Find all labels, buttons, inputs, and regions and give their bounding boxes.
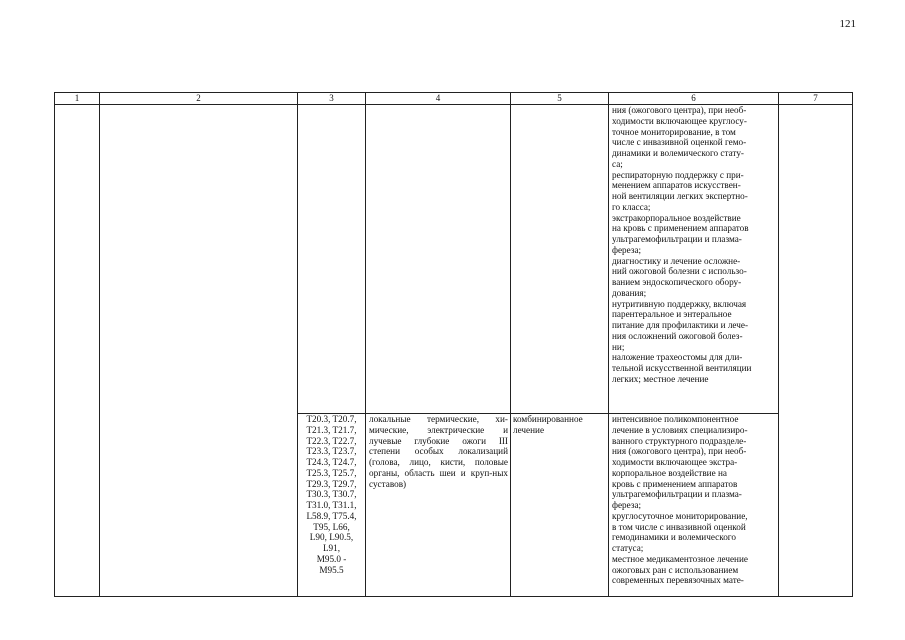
text-line: круглосуточное мониторирование,: [612, 510, 748, 521]
text-line: ванием эндоскопического обору-: [612, 277, 742, 287]
text-line: диагностику и лечение осложне-: [612, 255, 741, 266]
column-number-7: 7: [813, 93, 818, 103]
text-line: T24.3, T24.7,: [306, 457, 357, 467]
text-line: современных перевязочных мате-: [612, 575, 744, 586]
text-line: экстракорпоральное воздействие: [612, 212, 741, 223]
text-line: точное мониторирование, в том: [612, 126, 736, 137]
column-number-4: 4: [435, 93, 441, 103]
page-number: 121: [839, 18, 856, 30]
col-border-6: [778, 92, 779, 597]
col-border-0: [54, 92, 55, 597]
row2-diagnosis-codes-cell: [298, 414, 365, 575]
text-line: числе с инвазивной оценкой гемо-: [612, 137, 747, 148]
text-line: T21.3, T21.7,: [306, 424, 357, 435]
text-line: T30.3, T30.7,: [306, 489, 357, 500]
text-line: динамики и волемического стату-: [612, 148, 744, 158]
text-line: статуса;: [612, 543, 644, 553]
text-line: дования;: [612, 287, 647, 298]
text-line: L91,: [322, 543, 341, 553]
text-line: M95.0 -: [316, 553, 347, 564]
text-line: го класса;: [612, 201, 651, 212]
text-line: T22.3, T22.7,: [306, 435, 357, 446]
text-line: ния осложнений ожоговой болез-: [612, 330, 743, 341]
text-line: лечение: [513, 424, 545, 435]
text-line: L90, L90.5,: [309, 532, 354, 543]
text-line: ультрагемофильтрации и плазма-: [612, 234, 742, 244]
text-line: фереза;: [612, 500, 642, 510]
column-number-6: 6: [691, 93, 696, 103]
text-line: респираторную поддержку с при-: [612, 169, 744, 180]
text-line: лечение в условиях специализиро-: [612, 424, 748, 435]
text-line: L58.9, T75.4,: [306, 510, 357, 521]
text-line: ванного структурного подразделе-: [612, 435, 747, 446]
column-number-1: 1: [74, 93, 80, 103]
text-line: ной вентиляции легких экспертно-: [612, 191, 748, 201]
text-line: тельной искусственной вентиляции: [612, 363, 752, 373]
text-line: нутритивную поддержку, включая: [612, 298, 747, 309]
text-line: T20.3, T20.7,: [306, 414, 357, 424]
text-line: T31.0, T31.1,: [306, 500, 357, 510]
col-border-3: [365, 92, 366, 597]
text-line: T23.3, T23.7,: [306, 446, 357, 457]
text-line: ний ожоговой болезни с использо-: [612, 266, 747, 277]
text-line: ходимости включающее круглосу-: [612, 115, 747, 126]
text-line: кровь с применением аппаратов: [612, 478, 738, 489]
text-line: на кровь с применением аппаратов: [612, 223, 749, 234]
column-number-3: 3: [329, 93, 334, 103]
text-line: ни;: [612, 341, 625, 352]
text-line: ультрагемофильтрации и плазма-: [612, 489, 742, 500]
row2-treatment-type-cell: [513, 414, 607, 436]
text-line: интенсивное поликомпонентное: [612, 414, 739, 424]
row1-treatment-cell: [612, 105, 777, 385]
col-border-4: [510, 92, 511, 597]
text-line: M95.5: [319, 564, 344, 575]
row2-patient-model-cell: локальные термические, хи-мические, электрические и лучевые глубокие ожоги III степени особых локализаций (голова, лицо, кисти, половые органы, область шеи и круп-ных суставов): [369, 414, 508, 489]
table-bottom-border: [54, 596, 852, 597]
text-line: питание для профилактики и лече-: [612, 320, 749, 330]
text-line: T25.3, T25.7,: [306, 467, 357, 478]
text-line: в том числе с инвазивной оценкой: [612, 521, 746, 532]
text-line: наложение трахеостомы для дли-: [612, 352, 743, 363]
text-line: корпоральное воздействие на: [612, 467, 727, 478]
text-line: ния (ожогового центра), при необ-: [612, 105, 747, 115]
column-number-5: 5: [557, 93, 562, 103]
column-number-2: 2: [196, 93, 201, 103]
text-line: менением аппаратов искусствен-: [612, 180, 741, 191]
col-border-1: [99, 92, 100, 597]
text-line: легких; местное лечение: [612, 373, 709, 384]
text-line: T29.3, T29.7,: [306, 478, 357, 489]
text-line: местное медикаментозное лечение: [612, 553, 748, 564]
text-line: ходимости включающее экстра-: [612, 457, 738, 467]
text-line: фереза;: [612, 244, 642, 255]
text-line: парентеральное и энтеральное: [612, 309, 732, 320]
text-line: ожоговых ран с использованием: [612, 564, 739, 575]
text-line: T95, L66,: [313, 521, 350, 532]
text-line: ния (ожогового центра), при необ-: [612, 446, 747, 457]
row2-treatment-cell: [612, 414, 777, 586]
text-line: гемодинамики и волемического: [612, 532, 736, 543]
text-line: са;: [612, 158, 623, 169]
text-line: комбинированное: [513, 414, 583, 424]
col-border-5: [608, 92, 609, 597]
col-border-7: [852, 92, 853, 597]
